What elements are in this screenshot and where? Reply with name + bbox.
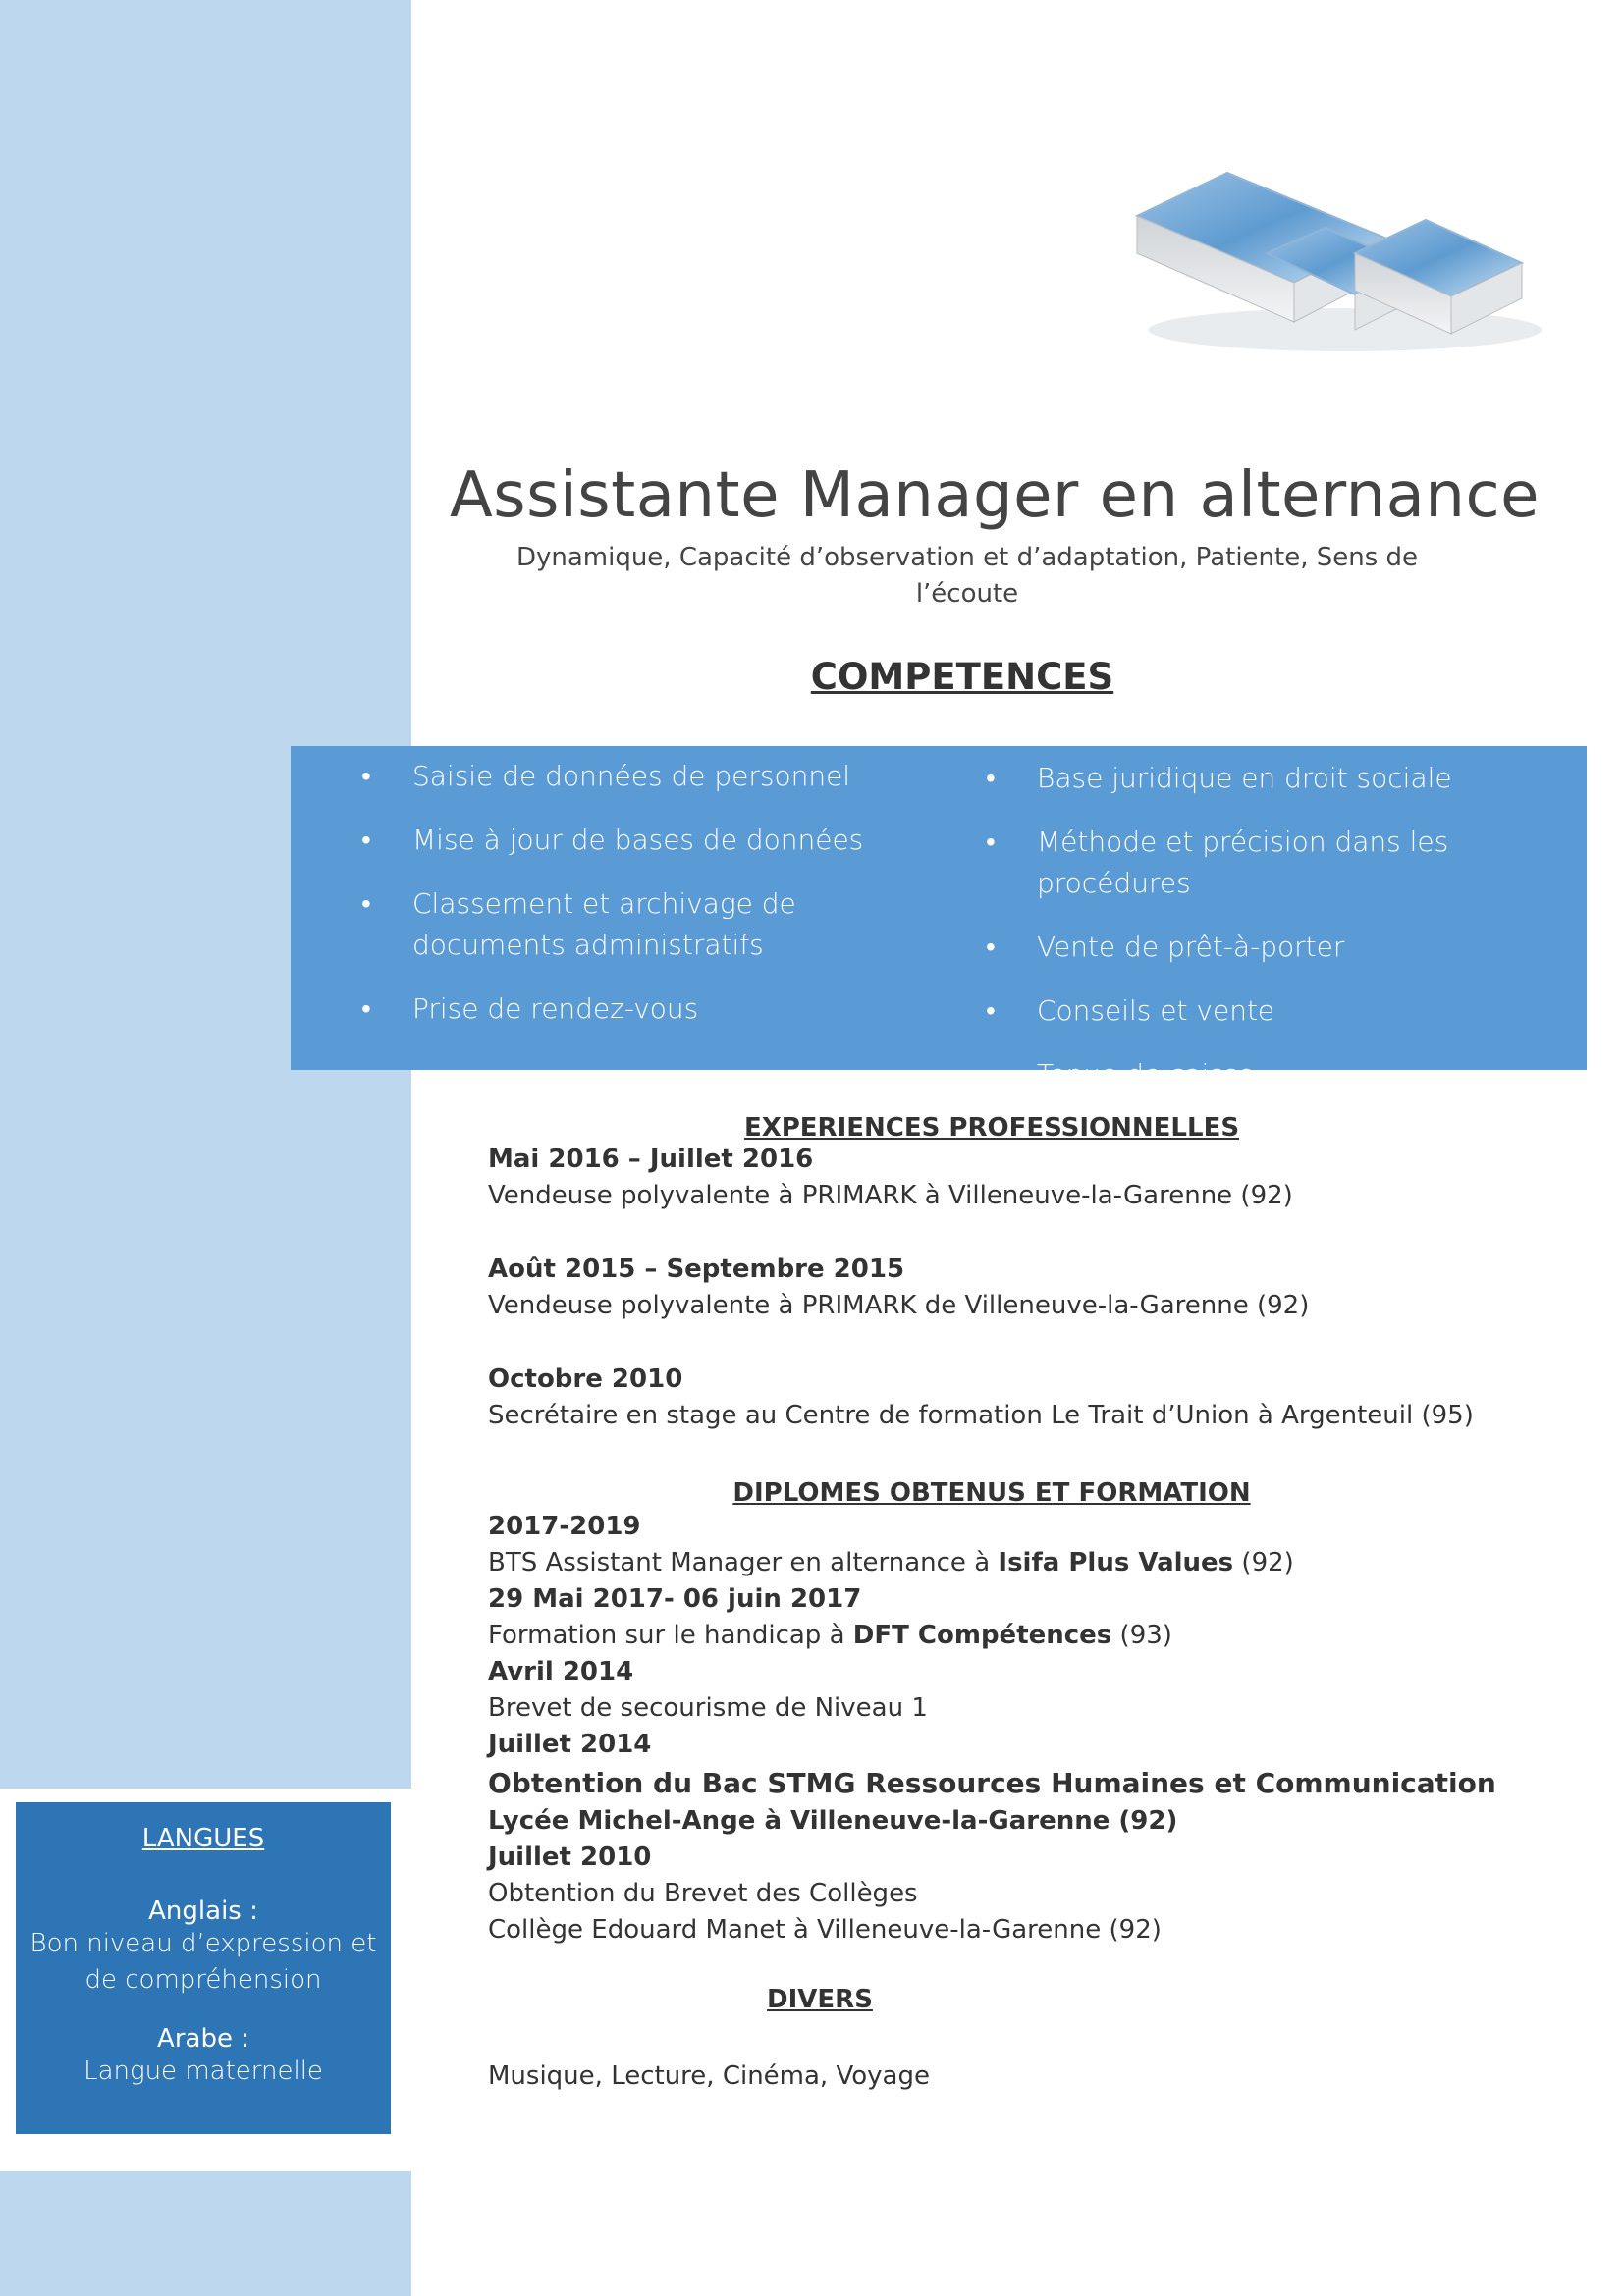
language-arabic-level: Langue maternelle [83, 2056, 323, 2086]
divers-text: Musique, Lecture, Cinéma, Voyage [488, 2061, 930, 2091]
language-english-name: Anglais : [148, 1896, 258, 1926]
skill-item: • Base juridique en droit sociale [915, 758, 1587, 799]
page-subtitle: Dynamique, Capacité d’observation et d’adaptation, Patiente, Sens de l’écoute [515, 543, 1419, 609]
experiences-heading: EXPERIENCES PROFESSIONNELLES [743, 1113, 1240, 1143]
diploma-date: Avril 2014 [488, 1657, 634, 1686]
skill-item: • Méthode et précision dans les procédures [915, 822, 1587, 904]
language-arabic-name: Arabe : [157, 2024, 249, 2054]
experience-date: Août 2015 – Septembre 2015 [488, 1255, 905, 1284]
skill-item: • Saisie de données de personnel [291, 756, 919, 797]
glass-blocks-logo-icon [1119, 165, 1551, 361]
skill-item: • Tenue de caisse [915, 1054, 1587, 1095]
skills-left-list [291, 756, 919, 1052]
experience-desc: Vendeuse polyvalente à PRIMARK à Villeneuve-la-Garenne (92) [488, 1181, 1293, 1210]
skills-right-list [915, 758, 1587, 1118]
experience-desc: Vendeuse polyvalente à PRIMARK de Villeneuve-la-Garenne (92) [488, 1291, 1310, 1320]
diploma-date: 29 Mai 2017- 06 juin 2017 [488, 1584, 862, 1614]
diploma-school-name: DFT Compétences [852, 1621, 1112, 1650]
diplomas-heading: DIPLOMES OBTENUS ET FORMATION [732, 1478, 1251, 1508]
competences-heading: COMPETENCES [810, 656, 1114, 698]
diploma-desc [488, 1548, 1294, 1577]
skill-item: • Classement et archivage de documents administratifs [291, 883, 884, 966]
languages-heading: LANGUES [141, 1824, 265, 1853]
diploma-date: 2017-2019 [488, 1512, 641, 1541]
diploma-desc-suffix: (93) [1111, 1621, 1172, 1650]
diploma-school: Lycée Michel-Ange à Villeneuve-la-Garenne (92) [488, 1806, 1178, 1836]
skills-panel [291, 746, 1587, 1091]
experience-desc: Secrétaire en stage au Centre de formation Le Trait d’Union à Argenteuil (95) [488, 1401, 1474, 1430]
experience-date: Octobre 2010 [488, 1364, 683, 1394]
diploma-desc: Obtention du Bac STMG Ressources Humaines et Communication [488, 1767, 1496, 1799]
diploma-desc [488, 1621, 1172, 1650]
skill-item: • Mise à jour de bases de données [291, 820, 919, 861]
skill-item: • Vente de prêt-à-porter [915, 927, 1587, 968]
diploma-school: Collège Edouard Manet à Villeneuve-la-Garenne (92) [488, 1915, 1162, 1945]
skill-item: • Prise de rendez-vous [291, 988, 919, 1030]
experience-date: Mai 2016 – Juillet 2016 [488, 1145, 814, 1174]
divers-heading: DIVERS [767, 1985, 873, 2014]
diploma-desc-text: BTS Assistant Manager en alternance à [488, 1548, 999, 1577]
diploma-desc: Obtention du Brevet des Collèges [488, 1879, 918, 1908]
diploma-date: Juillet 2010 [488, 1842, 652, 1872]
diploma-desc-text: Formation sur le handicap à [488, 1621, 853, 1650]
diploma-school-name: Isifa Plus Values [998, 1548, 1234, 1577]
page-title: Assistante Manager en alternance [450, 459, 1540, 532]
diploma-desc: Brevet de secourisme de Niveau 1 [488, 1693, 928, 1723]
diploma-desc-suffix: (92) [1233, 1548, 1294, 1577]
skill-item: • Conseils et vente [915, 990, 1587, 1032]
languages-box [16, 1802, 391, 2134]
diploma-date: Juillet 2014 [488, 1730, 652, 1759]
language-english-level: Bon niveau d’expression et de compréhension [29, 1929, 377, 1995]
